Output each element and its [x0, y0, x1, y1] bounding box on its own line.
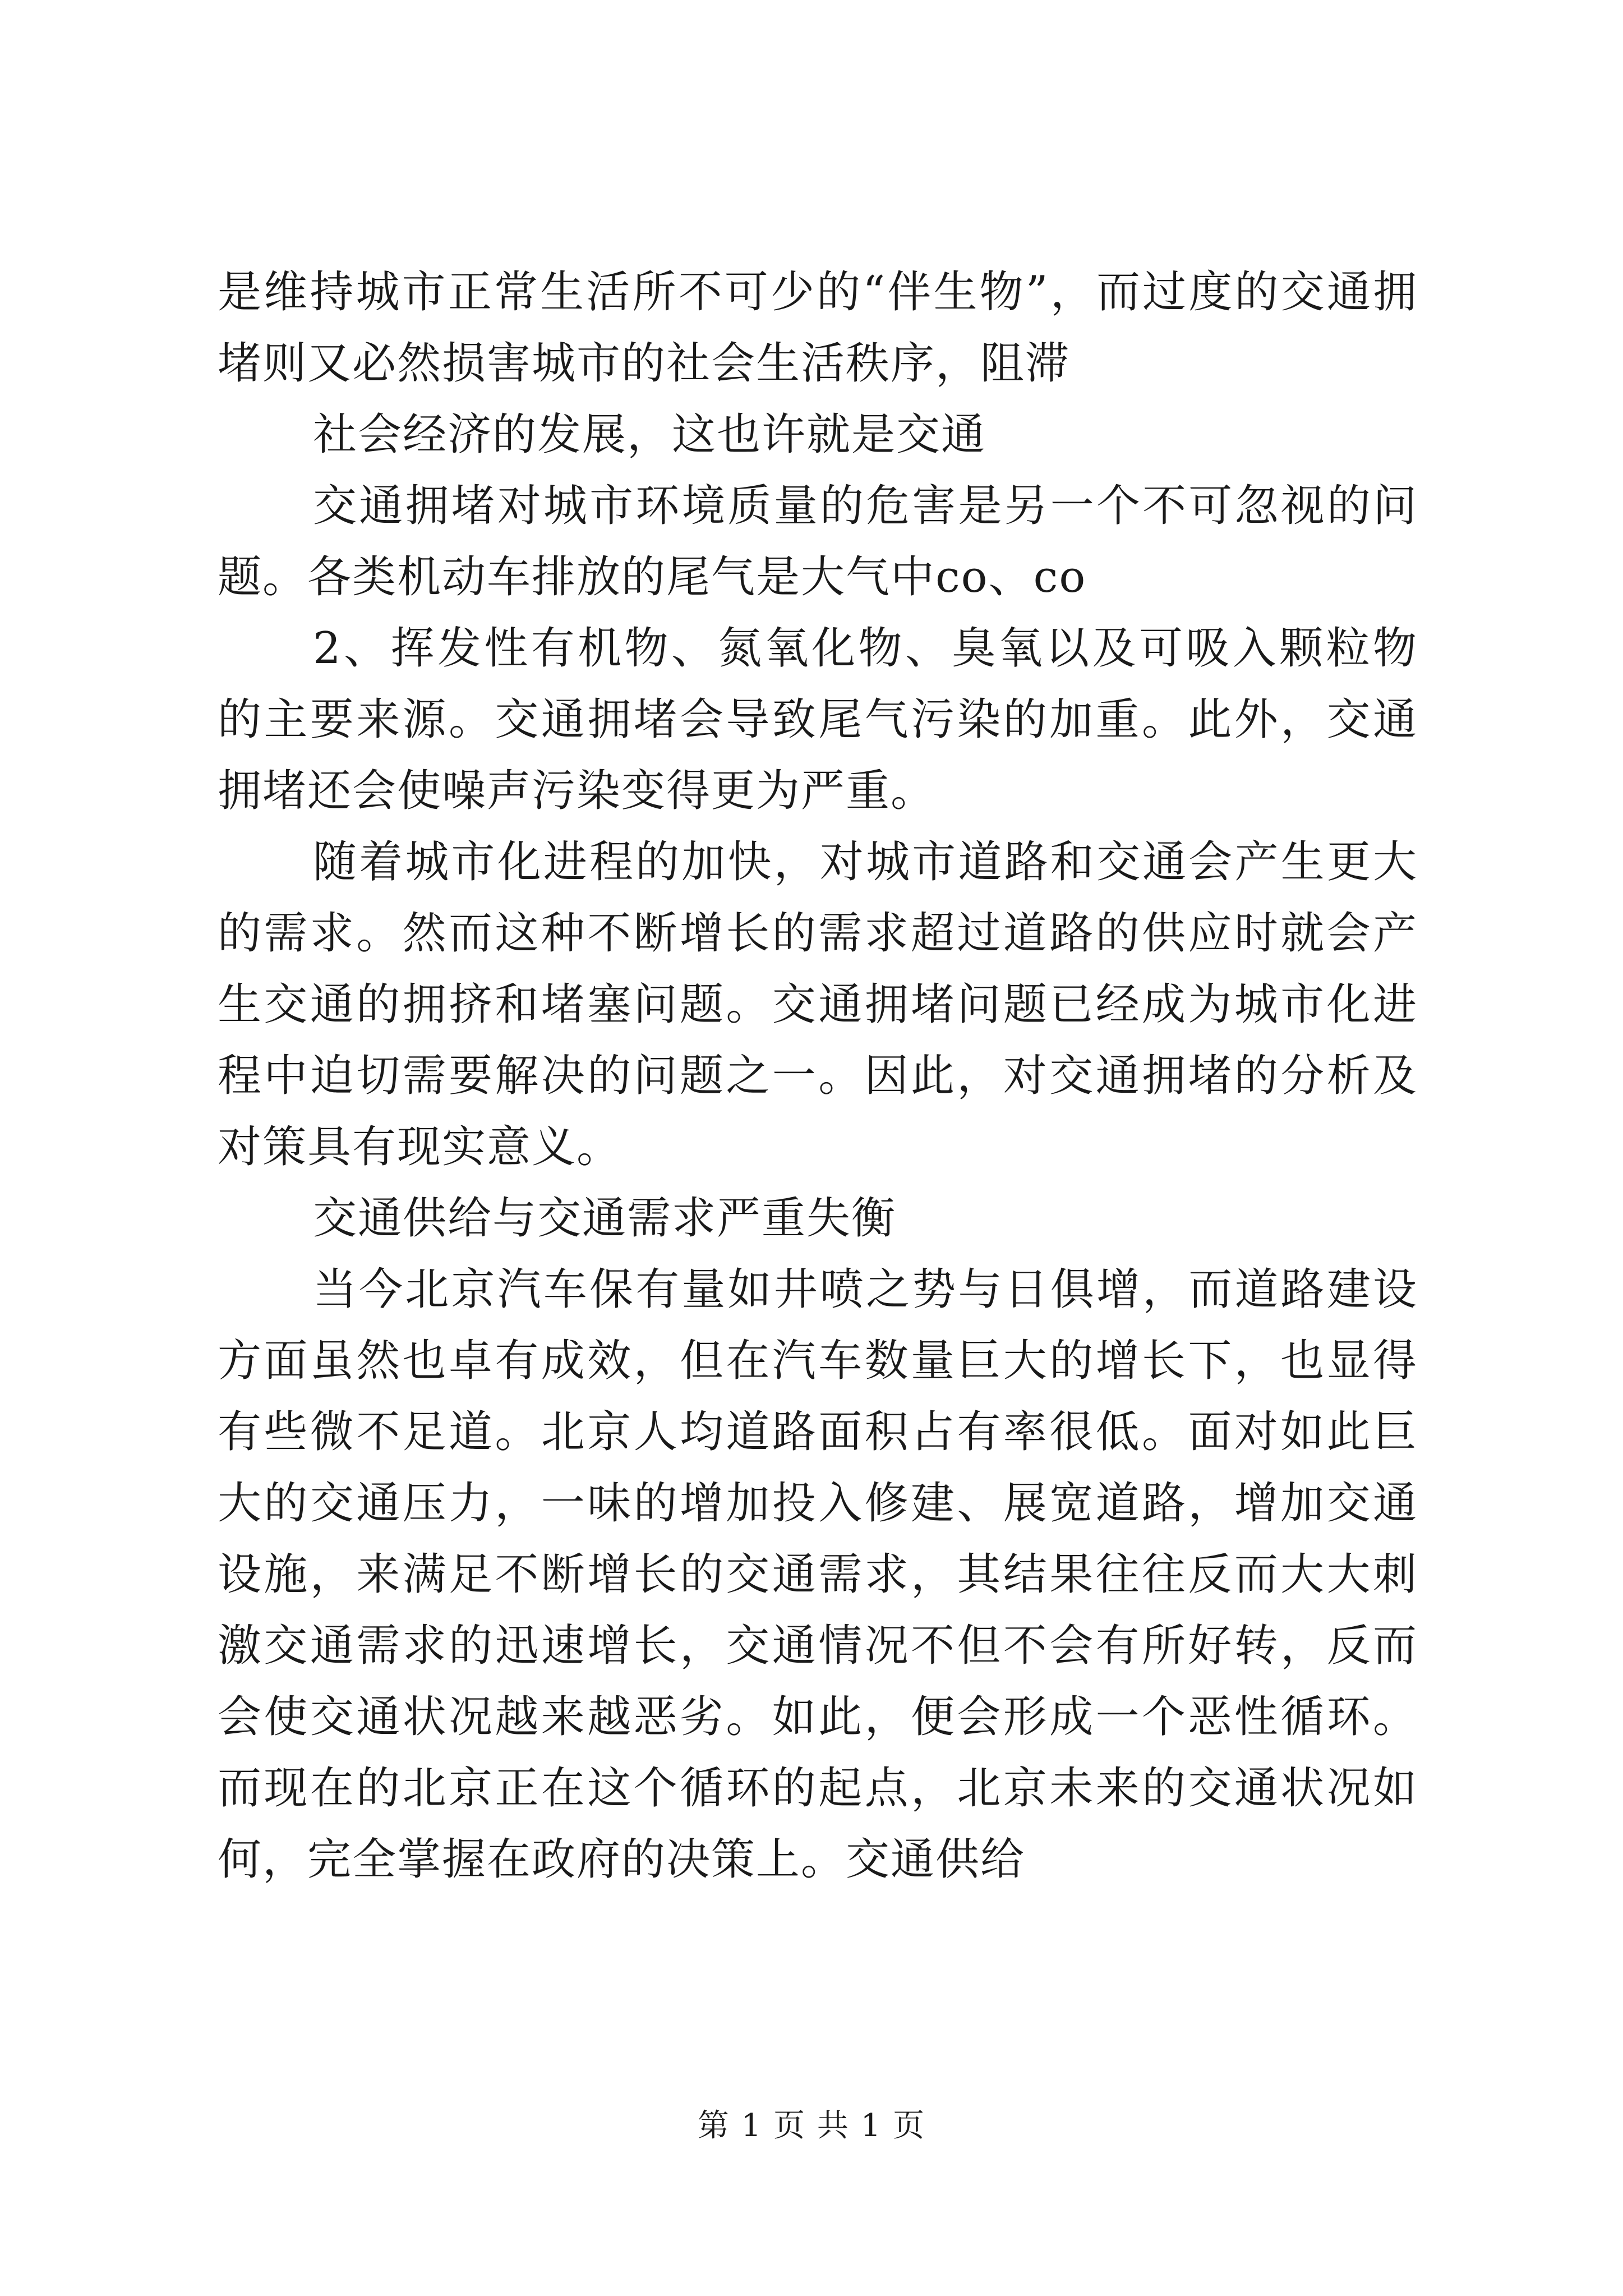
section-heading: 交通供给与交通需求严重失衡 [313, 1193, 897, 1244]
paragraph: 交通拥堵对城市环境质量的危害是另一个不可忽视的问题。各类机动车排放的尾气是大气中co、co [218, 481, 1418, 602]
document-body [218, 257, 1418, 1895]
paragraph: 是维持城市正常生活所不可少的“伴生物”，而过度的交通拥堵则又必然损害城市的社会生活秩序，阻滞 [218, 267, 1418, 389]
paragraph: 当今北京汽车保有量如井喷之势与日俱增，而道路建设方面虽然也卓有成效，但在汽车数量巨大的增长下，也显得有些微不足道。北京人均道路面积占有率很低。面对如此巨大的交通压力，一味的增加投入修建、展宽道路，增加交通设施，来满足不断增长的交通需求，其结果往往反而大大刺激交通需求的迅速增长，交通情况不但不会有所好转，反而会使交通状况越来越恶劣。如此，便会形成一个恶性循环。而现在的北京正在这个循环的起点，北京未来的交通状况如何，完全掌握在政府的决策上。交通供给 [218, 1264, 1418, 1885]
paragraph: 随着城市化进程的加快，对城市道路和交通会产生更大的需求。然而这种不断增长的需求超过道路的供应时就会产生交通的拥挤和堵塞问题。交通拥堵问题已经成为城市化进程中迫切需要解决的问题之一。因此，对交通拥堵的分析及对策具有现实意义。 [218, 837, 1418, 1172]
page-footer: 第 1 页 共 1 页 [697, 2108, 926, 2144]
paragraph: 社会经济的发展，这也许就是交通 [313, 409, 986, 460]
paragraph: 2、挥发性有机物、氮氧化物、臭氧以及可吸入颗粒物的主要来源。交通拥堵会导致尾气污染的加重。此外，交通拥堵还会使噪声污染变得更为严重。 [218, 623, 1418, 816]
